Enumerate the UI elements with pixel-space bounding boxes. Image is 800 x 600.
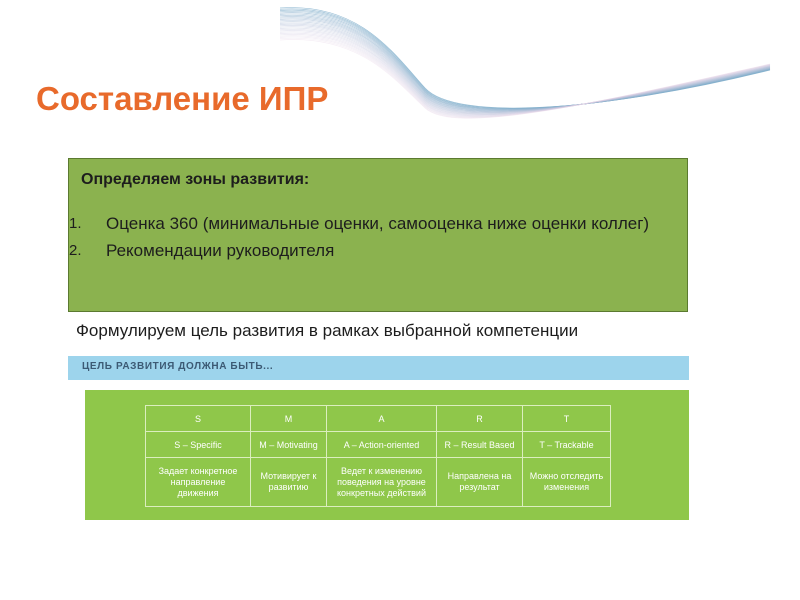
goal-statement: Формулируем цель развития в рамках выбранной компетенции xyxy=(76,321,579,340)
wave-line xyxy=(280,13,770,110)
table-cell: Можно отследить изменения xyxy=(523,458,611,507)
wave-line xyxy=(280,8,770,108)
table-cell: A xyxy=(327,406,437,432)
table-cell: A – Action-oriented xyxy=(327,432,437,458)
wave-line xyxy=(280,15,770,110)
smart-panel xyxy=(85,390,689,520)
wave-line xyxy=(280,39,770,118)
wave-line xyxy=(280,25,770,113)
wave-line xyxy=(280,29,770,114)
wave-line xyxy=(280,20,770,111)
wave-line xyxy=(280,24,770,113)
zones-list-item xyxy=(69,213,679,234)
wave-line xyxy=(280,19,770,111)
table-cell: Мотивирует к развитию xyxy=(251,458,327,507)
table-row xyxy=(146,432,611,458)
zones-list xyxy=(69,213,679,267)
table-cell: M xyxy=(251,406,327,432)
wave-line xyxy=(280,18,770,111)
list-item-text: Оценка 360 (минимальные оценки, самооценка ниже оценки коллег) xyxy=(106,214,650,233)
wave-line xyxy=(280,22,770,112)
table-cell: T – Trackable xyxy=(523,432,611,458)
table-cell: S xyxy=(146,406,251,432)
list-number: 2. xyxy=(69,242,82,259)
list-item-text: Рекомендации руководителя xyxy=(106,241,335,260)
wave-line xyxy=(280,28,770,114)
wave-line xyxy=(280,23,770,112)
table-cell: M – Motivating xyxy=(251,432,327,458)
table-row xyxy=(146,458,611,507)
wave-line xyxy=(280,30,770,114)
table-cell: Направлена на результат xyxy=(437,458,523,507)
wave-line xyxy=(280,10,770,108)
wave-line xyxy=(280,32,770,116)
wave-line xyxy=(280,27,770,114)
table-cell: S – Specific xyxy=(146,432,251,458)
wave-line xyxy=(280,14,770,110)
zones-heading: Определяем зоны развития: xyxy=(81,171,310,188)
smart-table xyxy=(145,405,611,507)
goal-bar-label: ЦЕЛЬ РАЗВИТИЯ ДОЛЖНА БЫТЬ... xyxy=(82,361,274,372)
goal-bar xyxy=(68,356,689,380)
wave-line xyxy=(280,37,770,117)
development-zones-box xyxy=(68,158,688,312)
table-cell: Ведет к изменению поведения на уровне конкретных действий xyxy=(327,458,437,507)
wave-line xyxy=(280,34,770,116)
list-number: 1. xyxy=(69,215,82,232)
wave-line xyxy=(280,9,770,108)
wave-line xyxy=(280,11,770,109)
table-row xyxy=(146,406,611,432)
zones-list-item xyxy=(69,240,679,261)
table-cell: R – Result Based xyxy=(437,432,523,458)
table-cell: R xyxy=(437,406,523,432)
wave-line xyxy=(280,38,770,118)
table-cell: Задает конкретное направление движения xyxy=(146,458,251,507)
wave-line xyxy=(280,33,770,116)
table-cell: T xyxy=(523,406,611,432)
wave-line xyxy=(280,17,770,111)
slide-title: Составление ИПР xyxy=(36,80,329,117)
wave-line xyxy=(280,36,770,117)
